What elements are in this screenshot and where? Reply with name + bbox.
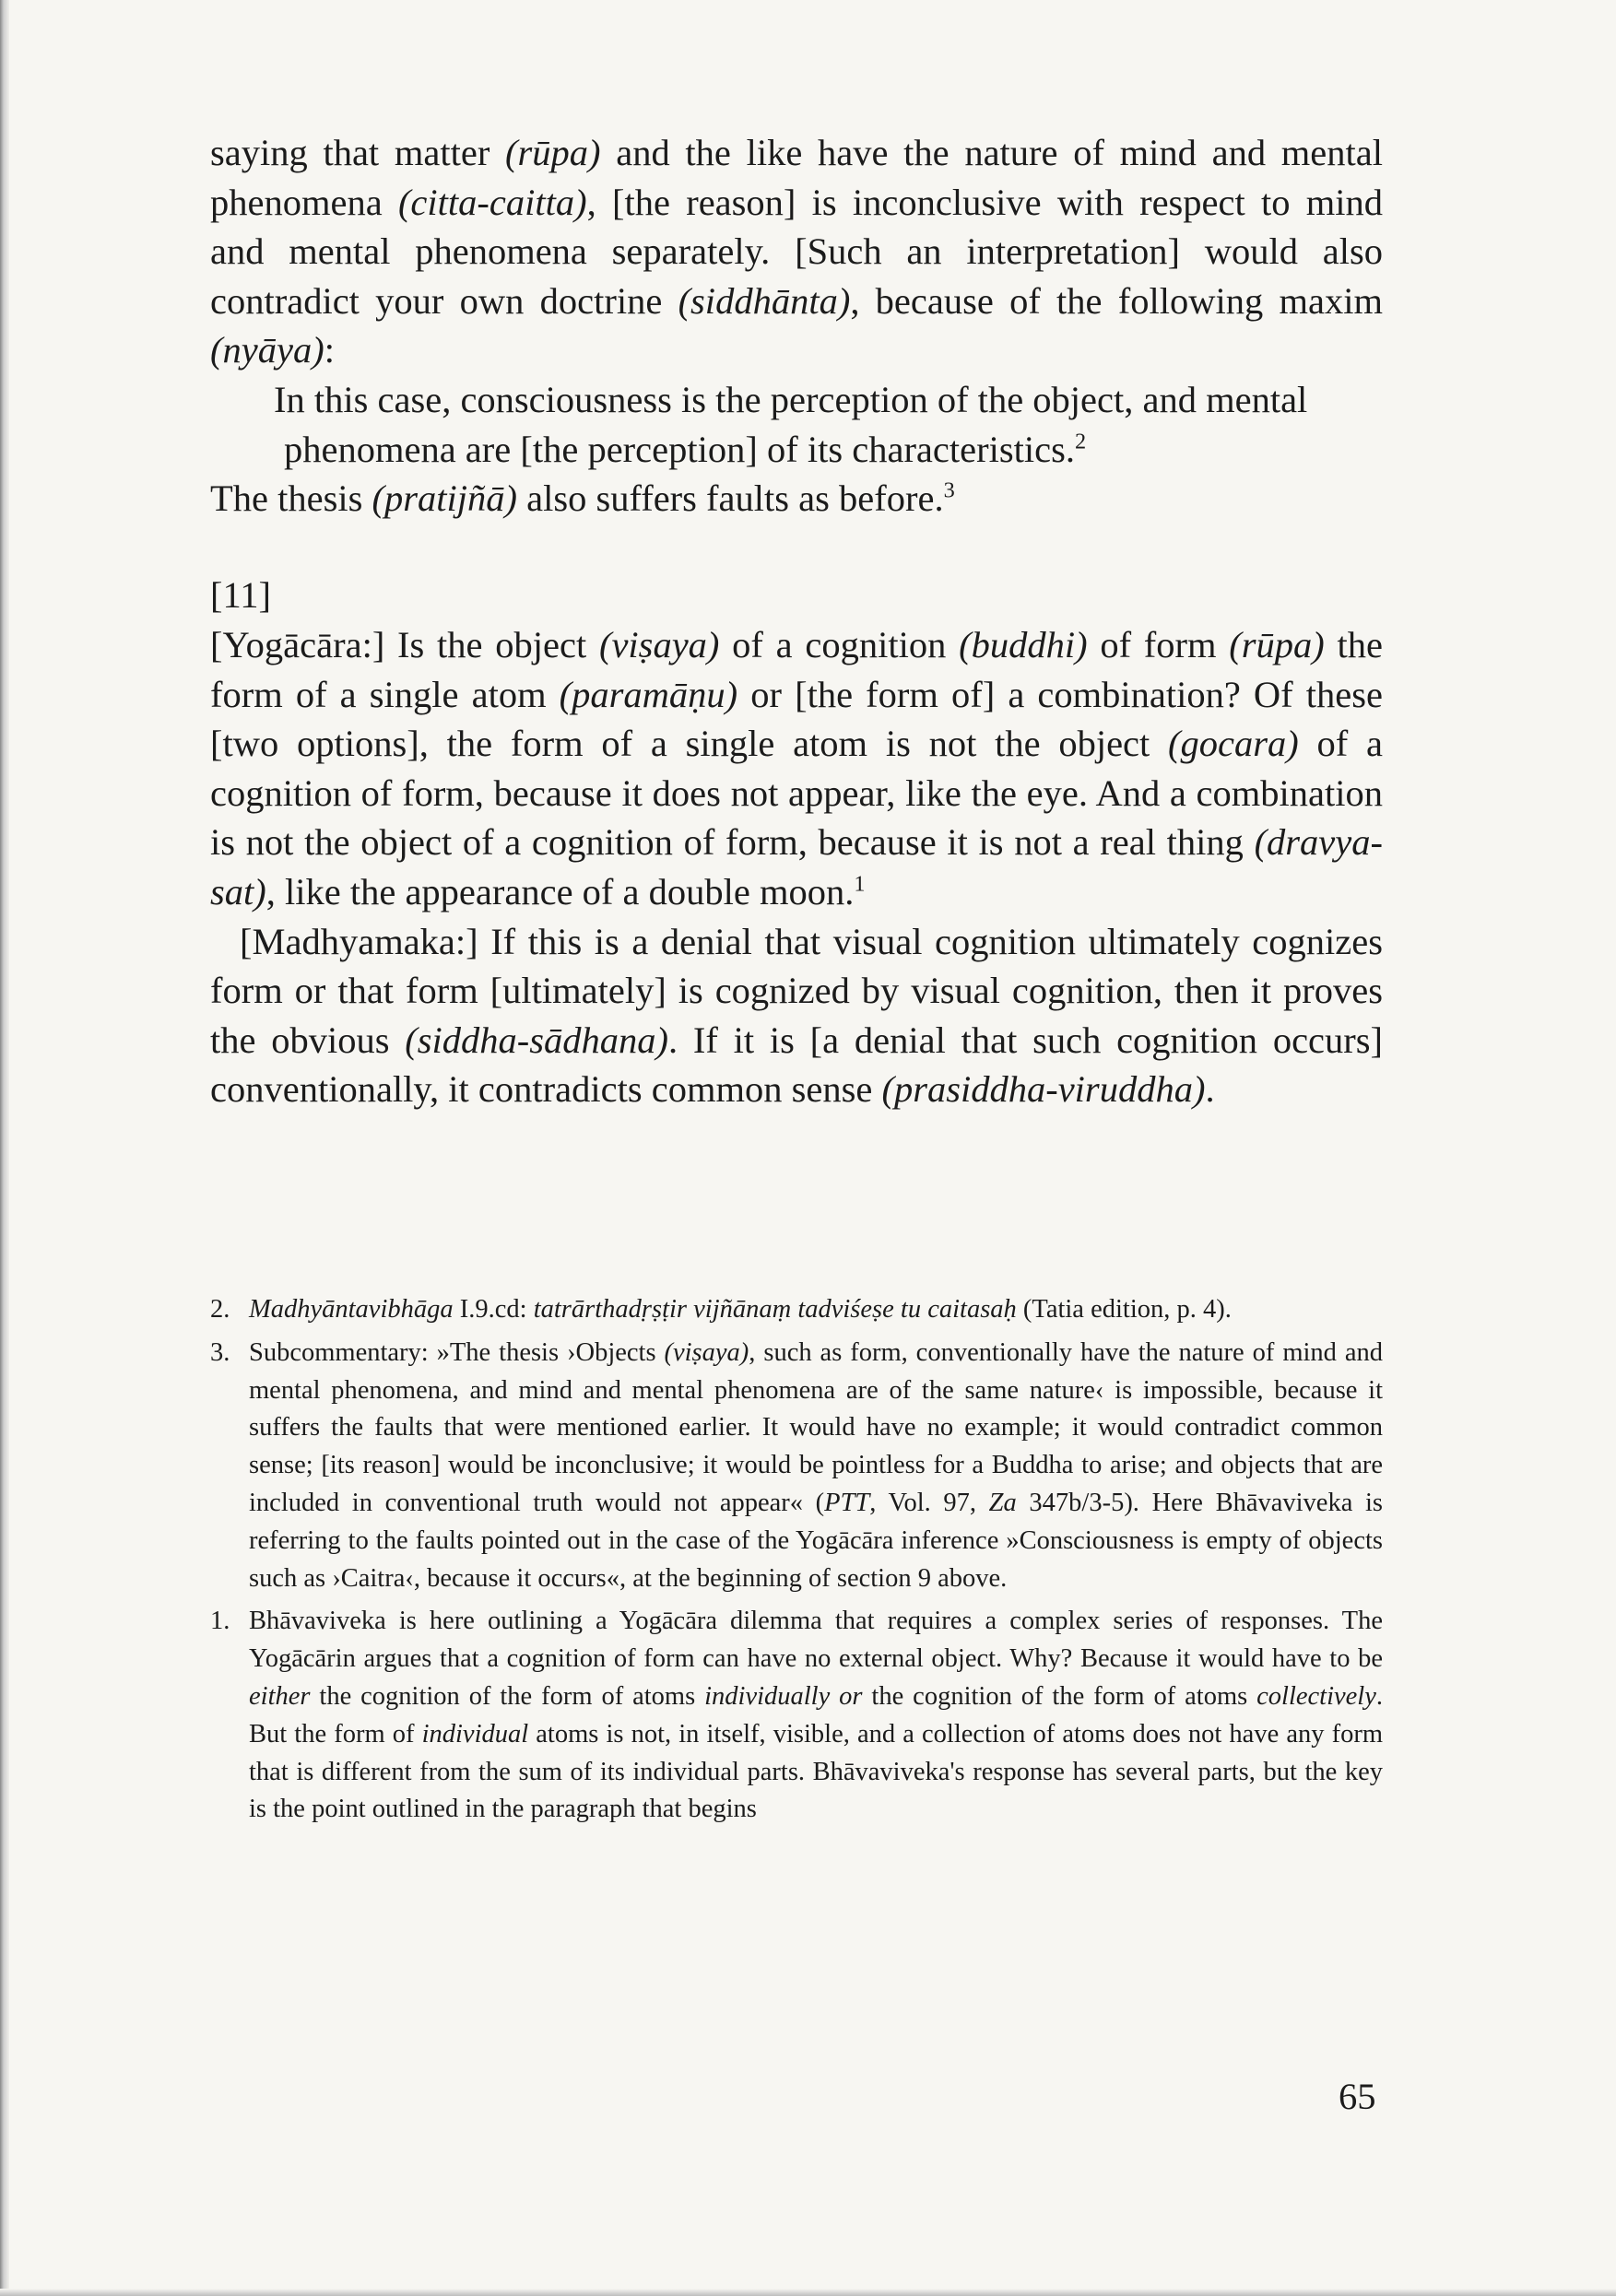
main-text-section-11	[210, 620, 1383, 1114]
footnote-number: 1.	[210, 1607, 230, 1636]
page-number: 65	[1339, 2076, 1376, 2117]
footnote-ref-2: 2	[1074, 429, 1087, 454]
scan-edge	[0, 0, 9, 2296]
scan-bottom-edge	[0, 2289, 1616, 2296]
paragraph-3: [Yogācāra:] Is the object (viṣaya) of a cognition (buddhi) of form (rūpa) the form of a single atom (paramāṇu) or [the form of] a combination? Of these [two options], the form of a single atom is not the object (gocara) of a cognition of form, because it does not appear, like the eye. And a combination is not the object of a cognition of form, because it is not a real thing (dravya-sat), like the appearance of a double moon.$^1$	[210, 624, 1384, 913]
footnote-ref-1: 1	[854, 871, 866, 897]
footnote-2: 2. Madhyāntavibhāga I.9.cd: tatrārthadṛṣṭir vijñānaṃ tadviśeṣe tu caitasaḥ (Tatia edition, p. 4).	[210, 1291, 1383, 1329]
footnotes	[210, 1291, 1383, 1834]
block-quote: In this case, consciousness is the perception of the object, and mental phenomena are [the perception] of its characteristics.$^2$	[274, 378, 1308, 470]
main-text-top	[210, 128, 1383, 524]
section-number: [11]	[210, 574, 271, 616]
footnote-number: 3.	[210, 1337, 230, 1367]
footnote-number: 2.	[210, 1295, 230, 1324]
footnote-ref-3: 3	[943, 477, 955, 503]
footnote-3: 3. Subcommentary: »The thesis ›Objects (viṣaya), such as form, conventionally have the nature of mind and mental phenomena, and mind and mental phenomena are of the same nature‹ is impossible, because it suffers the faults that were mentioned earlier. It would have no example; it would contradict common sense; [its reason] would be inconclusive; it would be pointless for a Buddha to arise; and objects that are included in conventional truth would not appear« (PTT, Vol. 97, Za 347b/3-5). Here Bhāvaviveka is referring to the faults pointed out in the case of the Yogācāra inference »Consciousness is empty of objects such as ›Caitra‹, because it occurs«, at the beginning of section 9 above.	[210, 1335, 1383, 1598]
paragraph-2: The thesis (pratijñā) also suffers faults as before.$^3$	[210, 477, 955, 520]
paragraph-4: [Madhyamaka:] If this is a denial that visual cognition ultimately cognizes form or that form [ultimately] is cognized by visual cognition, then it proves the obvious (siddha-sādhana). If it is [a denial that such cognition occurs] conventionally, it contradicts common sense (prasiddha-viruddha).	[210, 920, 1384, 1111]
paragraph-1: saying that matter (rūpa) and the like have the nature of mind and mental phenomena (citta-caitta), [the reason] is inconclusive with respect to mind and mental phenomena separately. [Such an interpretation] would also contradict your own doctrine (siddhānta), because of the following maxim (nyāya):	[210, 132, 1384, 371]
footnote-1: 1. Bhāvaviveka is here outlining a Yogācāra dilemma that requires a complex series of responses. The Yogācārin argues that a cognition of form can have no external object. Why? Because it would have to be either the cognition of the form of atoms individually or the cognition of the form of atoms collectively. But the form of individual atoms is not, in itself, visible, and a collection of atoms does not have any form that is different from the sum of its individual parts. Bhāvaviveka's response has several parts, but the key is the point outlined in the paragraph that begins	[210, 1603, 1383, 1829]
